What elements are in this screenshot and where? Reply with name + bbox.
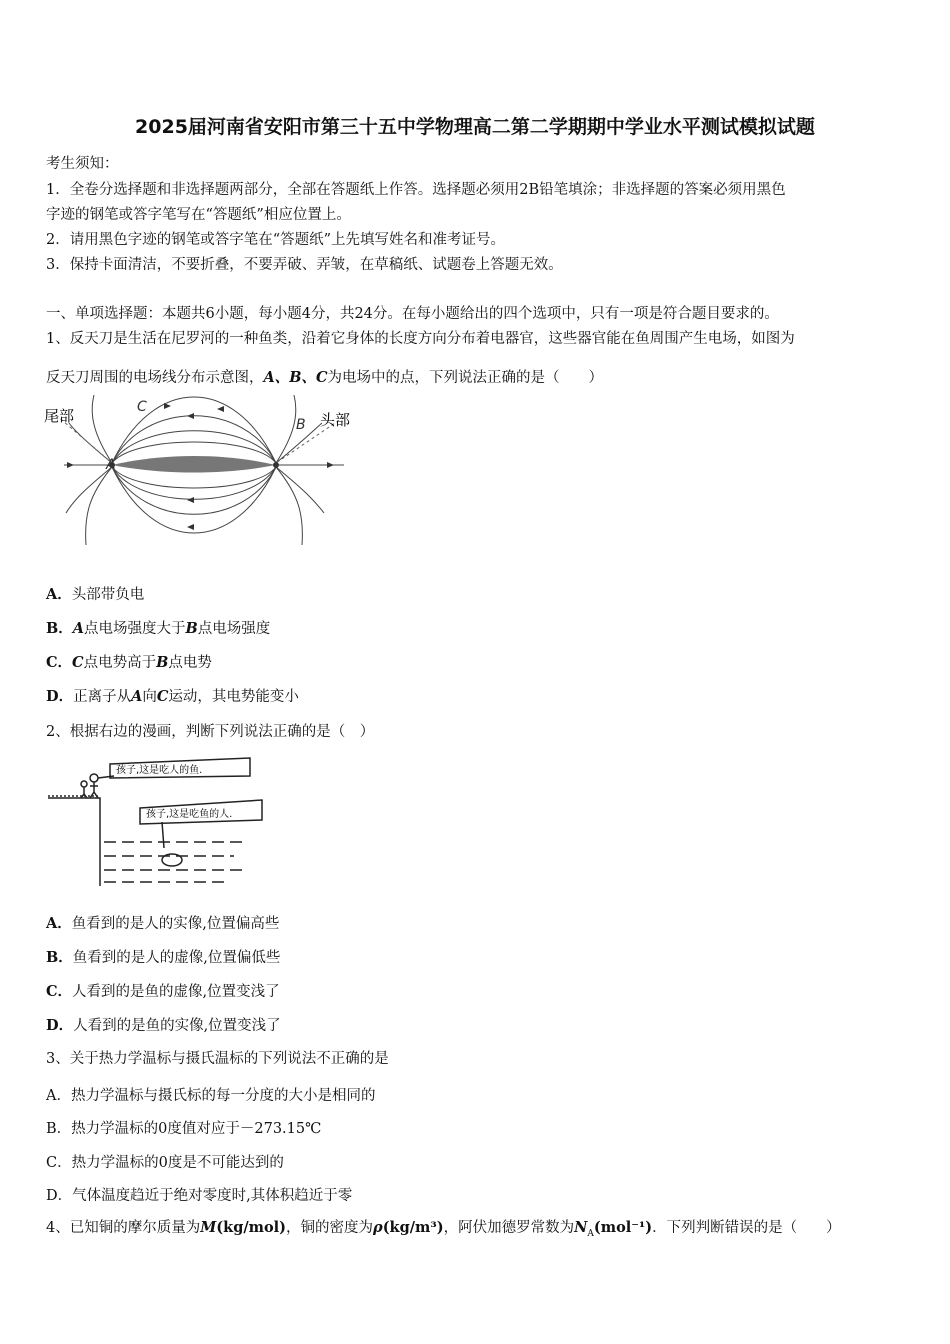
q1-field-figure: [44, 395, 364, 555]
section-heading: 一、单项选择题：本题共6小题，每小题4分，共24分。在每小题给出的四个选项中，只有一项是符合题目要求的。: [46, 306, 779, 322]
q2-cartoon-figure: [44, 748, 274, 888]
q3-option-d: D．气体温度趋近于绝对零度时,其体积趋近于零: [46, 1188, 353, 1204]
notice-item: 2．请用黑色字迹的钢笔或答字笔在“答题纸”上先填写姓名和准考证号。: [46, 232, 506, 248]
notice-item: 1．全卷分选择题和非选择题两部分，全部在答题纸上作答。选择题必须用2B铅笔填涂；非选择题的答案必须用黑色: [46, 182, 786, 198]
notice-heading: 考生须知：: [46, 156, 119, 172]
q1-option-c: C．C点电势高于B点电势: [46, 654, 212, 671]
point-c-label: C: [137, 399, 147, 415]
q3-stem: 3、关于热力学温标与摄氏温标的下列说法不正确的是: [46, 1051, 389, 1067]
q1-option-b: B．A点电场强度大于B点电场强度: [46, 620, 271, 637]
point-a-label: A: [106, 457, 116, 473]
tail-label: 尾部: [44, 407, 75, 425]
q1-option-d: D．正离子从A向C运动，其电势能变小: [46, 688, 299, 705]
q3-option-c: C．热力学温标的0度是不可能达到的: [46, 1155, 284, 1171]
q2-stem: 2、根据右边的漫画，判断下列说法正确的是（ ）: [46, 724, 375, 740]
q1-stem-line2: 反天刀周围的电场线分布示意图，A、B、C为电场中的点，下列说法正确的是（ ）: [46, 369, 604, 386]
q1-option-a: A．头部带负电: [46, 586, 145, 603]
q3-option-b: B．热力学温标的0度值对应于－273.15℃: [46, 1121, 322, 1137]
notice-item: 3．保持卡面清洁，不要折叠，不要弄破、弄皱，在草稿纸、试题卷上答题无效。: [46, 257, 563, 273]
page-title: 2025届河南省安阳市第三十五中学物理高二第二学期期中学业水平测试模拟试题: [135, 116, 815, 138]
q1-stem-line1: 1、反天刀是生活在尼罗河的一种鱼类，沿着它身体的长度方向分布着电器官，这些器官能在鱼周围产生电场，如图为: [46, 331, 795, 347]
cartoon-bubble-fish: 孩子,这是吃鱼的人.: [146, 809, 233, 820]
cartoon-bubble-man: 孩子,这是吃人的鱼.: [116, 765, 203, 776]
q2-option-a: A．鱼看到的是人的实像,位置偏高些: [46, 915, 280, 932]
q3-option-a: A．热力学温标与摄氏标的每一分度的大小是相同的: [46, 1088, 376, 1104]
q4-stem: 4、已知铜的摩尔质量为M(kg/mol)，铜的密度为ρ(kg/m³)，阿伏加德罗常数为$N_A(mol^{-1})$．下列判断错误的是（ ）: [46, 1219, 841, 1239]
point-b-label: B: [296, 417, 306, 433]
q2-option-b: B．鱼看到的是人的虚像,位置偏低些: [46, 949, 281, 966]
q2-option-c: C．人看到的是鱼的虚像,位置变浅了: [46, 983, 280, 1000]
notice-item: 字迹的钢笔或答字笔写在“答题纸”相应位置上。: [46, 207, 351, 223]
q2-option-d: D．人看到的是鱼的实像,位置变浅了: [46, 1017, 281, 1034]
head-label: 头部: [320, 411, 351, 429]
